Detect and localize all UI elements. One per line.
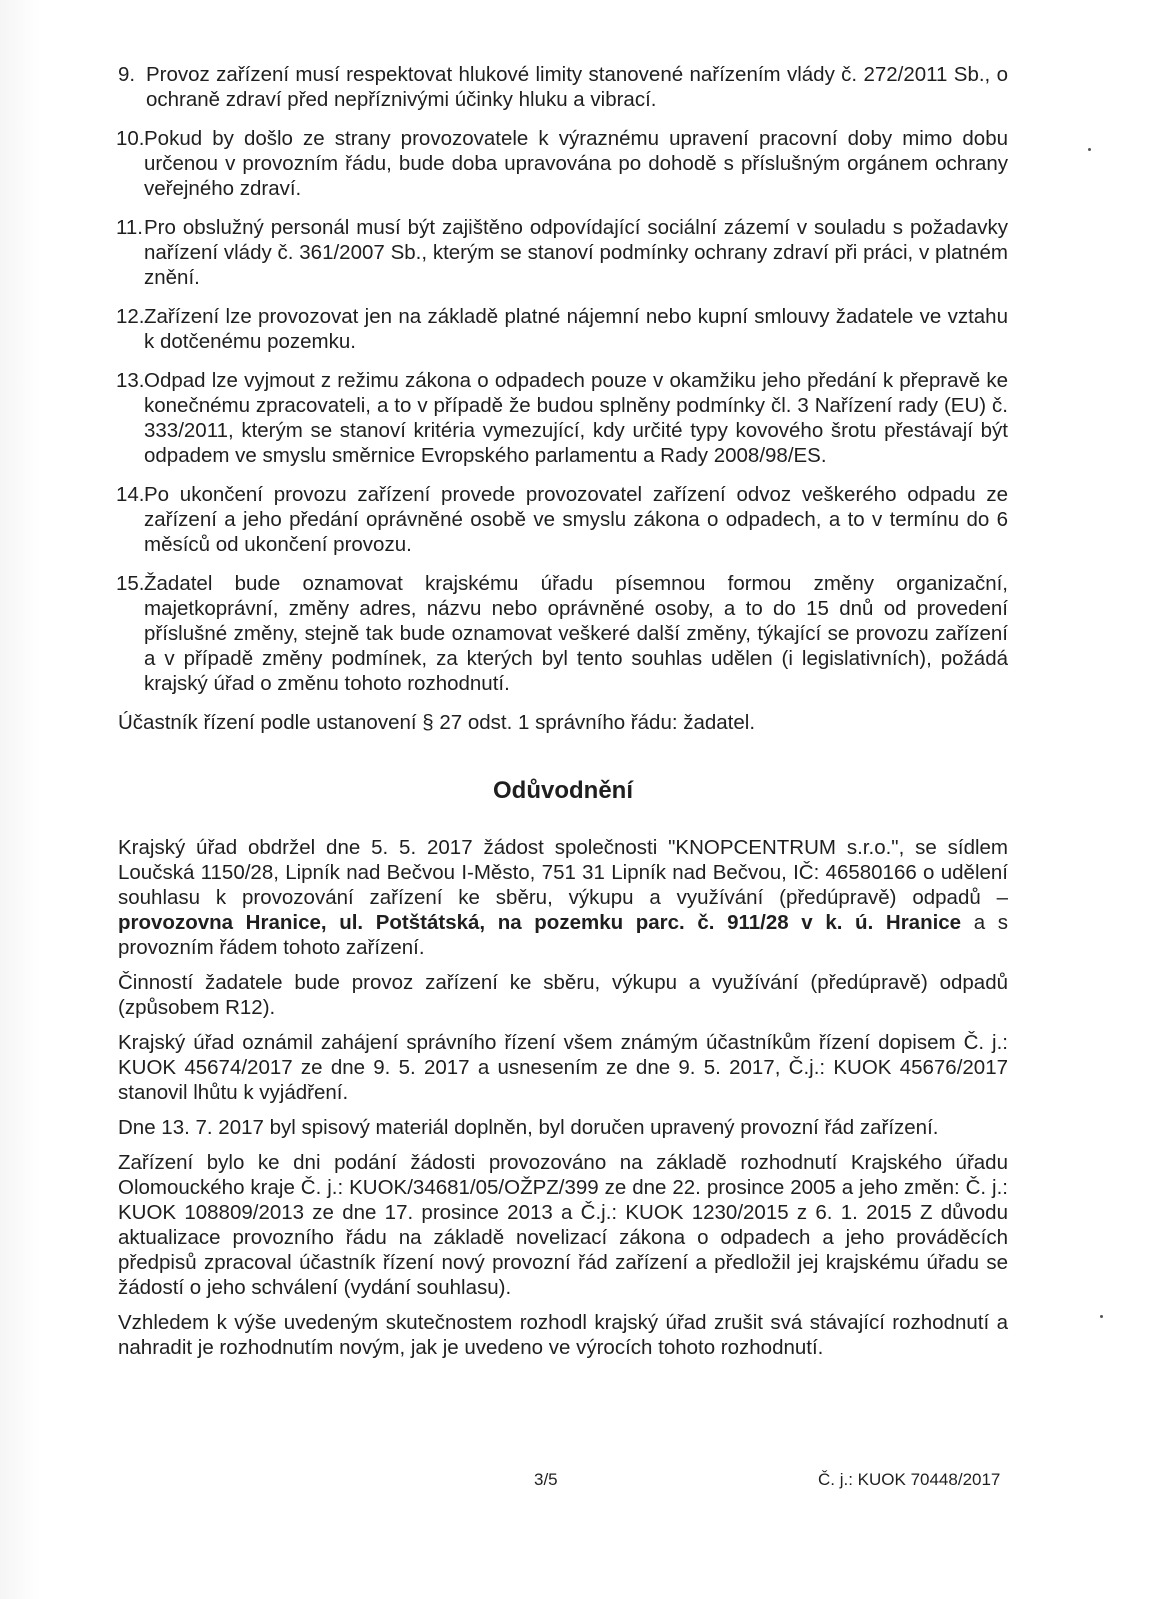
justification-paragraph-5: Zařízení bylo ke dni podání žádosti provozováno na základě rozhodnutí Krajského úřadu Olomouckého kraje Č. j.: KUOK/34681/05/OŽPZ/399 ze dne 22. prosince 2005 a jeho změn: Č. j.: KUOK 108809/2013 ze dne 17. prosince 2013 a Č.j.: KUOK 1230/2015 z 6. 1. 2015 Z důvodu aktualizace provozního řádu na základě novelizací zákona o odpadech a jeho prováděcích předpisů zpracoval účastník řízení nový provozní řád zařízení a předložil jej krajskému úřadu se žádostí o jeho schválení (vydání souhlasu). — [118, 1151, 1008, 1299]
item-text: Pro obslužný personál musí být zajištěno odpovídající sociální zázemí v souladu s požadavky nařízení vlády č. 361/2007 Sb., kterým se stanoví podmínky ochrany zdraví při práci, v platném znění. — [144, 216, 1008, 289]
item-number: 10. — [116, 127, 145, 150]
paragraph-text: Krajský úřad obdržel dne 5. 5. 2017 žádost společnosti "KNOPCENTRUM s.r.o.", se sídlem Loučská 1150/28, Lipník nad Bečvou I-Město, 751 31 Lipník nad Bečvou, IČ: 46580166 o udělení souhlasu k provozování zařízení ke sběru, výkupu a využívání (předúpravě) odpadů – — [118, 836, 1008, 909]
participant-line: Účastník řízení podle ustanovení § 27 odst. 1 správního řádu: žadatel. — [118, 711, 756, 734]
item-text: Pokud by došlo ze strany provozovatele k výraznému upravení pracovní doby mimo dobu určenou v provozním řádu, bude doba upravována po dohodě s příslušným orgánem ochrany veřejného zdraví. — [144, 127, 1008, 200]
justification-paragraph-3: Krajský úřad oznámil zahájení správního řízení všem známým účastníkům řízení dopisem Č. j.: KUOK 45674/2017 ze dne 9. 5. 2017 a usnesením ze dne 9. 5. 2017, Č.j.: KUOK 45676/2017 stanovil lhůtu k vyjádření. — [118, 1031, 1008, 1104]
item-text: Odpad lze vyjmout z režimu zákona o odpadech pouze v okamžiku jeho předání k přepravě ke konečnému zpracovateli, a to v případě že budou splněny podmínky čl. 3 Nařízení rady (EU) č. 333/2011, kterým se stanoví kritéria vymezující, kdy určité typy kovového šrotu přestávají být odpadem ve smyslu směrnice Evropského parlamentu a Rady 2008/98/ES. — [144, 369, 1008, 467]
item-number: 11. — [116, 216, 143, 239]
justification-paragraph-2: Činností žadatele bude provoz zařízení ke sběru, výkupu a využívání (předúpravě) odpadů (způsobem R12). — [118, 971, 1008, 1019]
page-number: 3/5 — [534, 1470, 558, 1489]
justification-paragraph-6: Vzhledem k výše uvedeným skutečnostem rozhodl krajský úřad zrušit svá stávající rozhodnutí a nahradit je rozhodnutím novým, jak je uvedeno ve výrocích tohoto rozhodnutí. — [118, 1311, 1008, 1359]
document-reference: Č. j.: KUOK 70448/2017 — [818, 1470, 1001, 1489]
section-heading: Odůvodnění — [493, 777, 633, 804]
document-body — [118, 62, 1008, 1370]
item-text: Po ukončení provozu zařízení provede provozovatel zařízení odvoz veškerého odpadu ze zařízení a jeho předání oprávněné osobě ve smyslu zákona o odpadech, a to v termínu do 6 měsíců od ukončení provozu. — [144, 483, 1008, 556]
item-number: 15. — [116, 572, 145, 595]
scan-shadow — [0, 0, 40, 1599]
condition-item-13 — [118, 368, 1008, 468]
condition-item-15 — [118, 571, 1008, 696]
scan-speck — [1100, 1315, 1103, 1318]
condition-item-9 — [118, 62, 1008, 112]
item-number: 9. — [118, 63, 136, 86]
justification-paragraph-1 — [118, 835, 1008, 960]
item-number: 12. — [116, 305, 145, 328]
paragraph-text: a s provozním řádem tohoto zařízení. — [118, 911, 1008, 959]
justification-paragraph-4: Dne 13. 7. 2017 byl spisový materiál doplněn, byl doručen upravený provozní řád zařízení. — [118, 1116, 939, 1139]
condition-item-10 — [118, 126, 1008, 201]
condition-item-14 — [118, 482, 1008, 557]
paragraph-bold-text: provozovna Hranice, ul. Potštátská, na pozemku parc. č. 911/28 v k. ú. Hranice — [118, 911, 962, 934]
item-text: Zařízení lze provozovat jen na základě platné nájemní nebo kupní smlouvy žadatele ve vztahu k dotčenému pozemku. — [144, 305, 1008, 353]
condition-item-11 — [118, 215, 1008, 290]
scan-speck — [1088, 148, 1091, 151]
condition-item-12 — [118, 304, 1008, 354]
item-number: 13. — [116, 369, 145, 392]
item-text: Žadatel bude oznamovat krajskému úřadu písemnou formou změny organizační, majetkoprávní, změny adres, názvu nebo oprávněné osoby, a to do 15 dnů od provedení příslušné změny, stejně tak bude oznamovat veškeré další změny, týkající se provozu zařízení a v případě změny podmínek, za kterých byl tento souhlas udělen (i legislativních), požádá krajský úřad o změnu tohoto rozhodnutí. — [144, 572, 1008, 695]
item-number: 14. — [116, 483, 145, 506]
item-text: Provoz zařízení musí respektovat hlukové limity stanovené nařízením vlády č. 272/2011 Sb., o ochraně zdraví před nepříznivými účinky hluku a vibrací. — [146, 63, 1008, 111]
